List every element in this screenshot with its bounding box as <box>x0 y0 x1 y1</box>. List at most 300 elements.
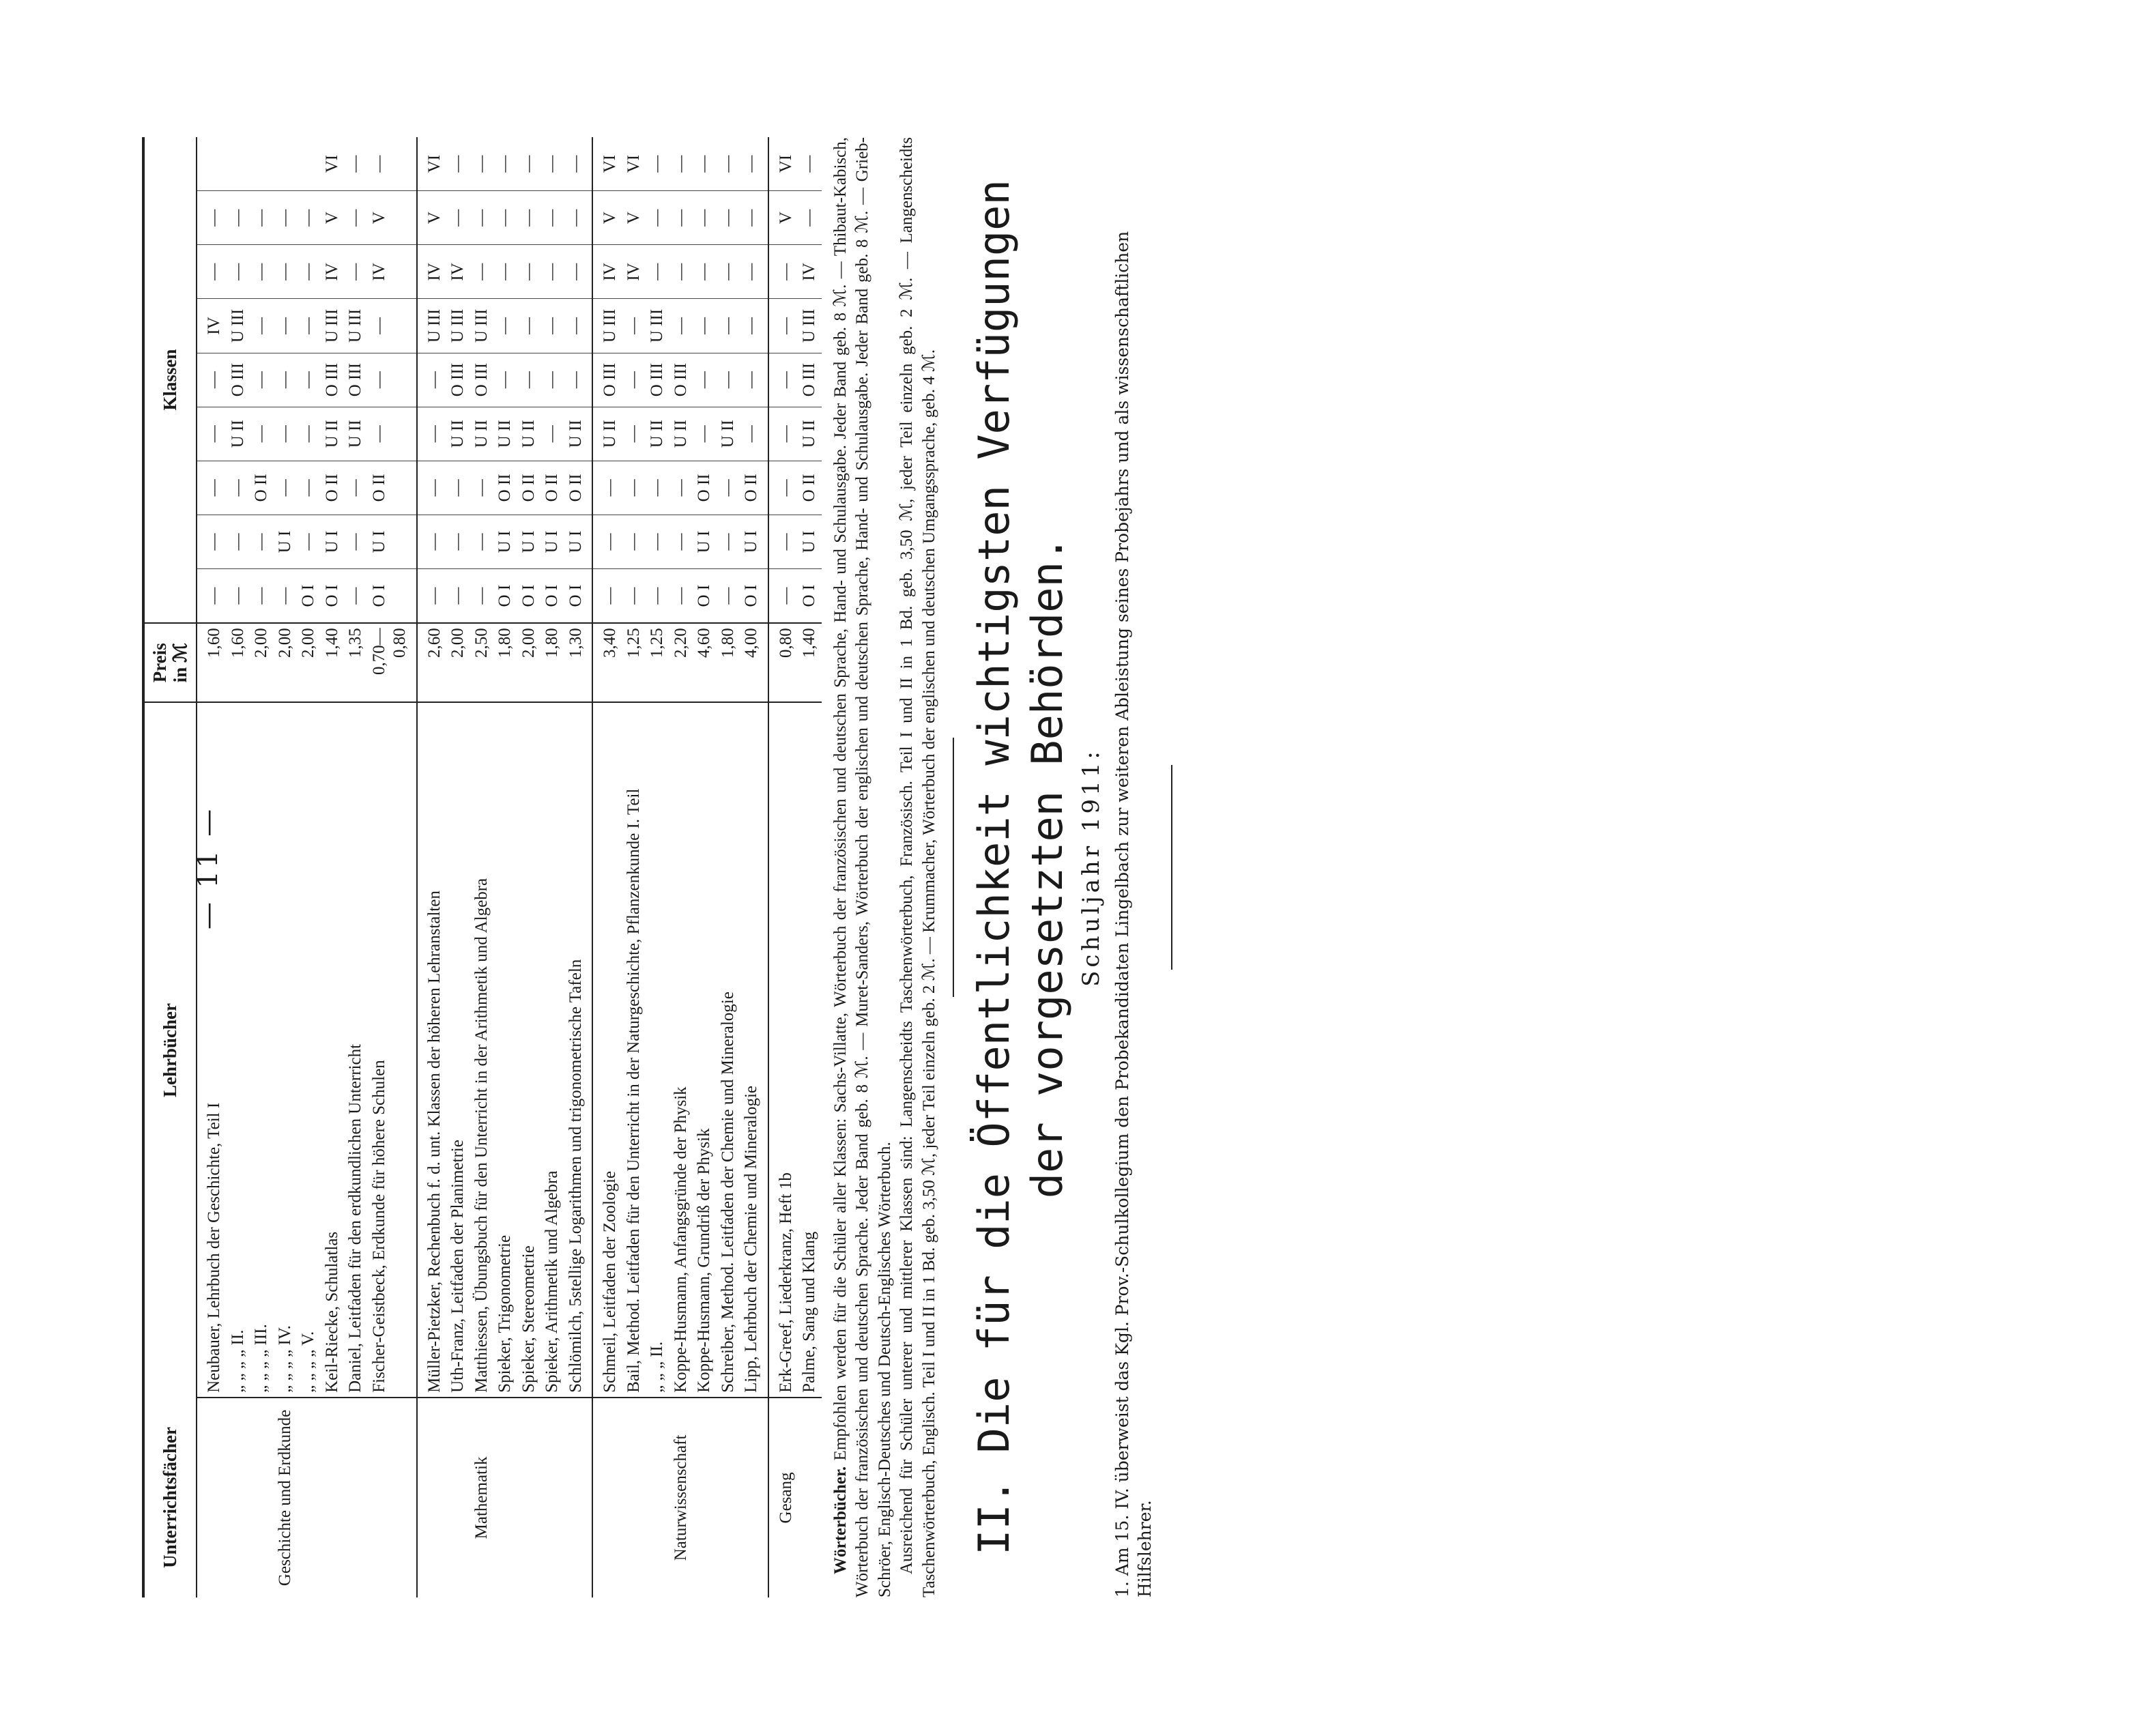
class-cell: — <box>250 191 274 245</box>
price-cell: 2,00 <box>250 623 274 702</box>
book-cell: Spieker, Stereometrie <box>517 702 541 1398</box>
class-cell: — <box>493 191 517 245</box>
class-cell: — <box>564 299 593 353</box>
notes-text-1: Empfohlen werden für die Schüler aller Klassen: Sachs-Villatte, Wörterbuch der französischen und deutschen Sprache, Hand- und Schulausgabe. Jeder Band geb. 8 ℳ. — Thibaut-Kabisch, Wörterbuch der französischen und deutschen Sprache. Jeder Band geb. 8 ℳ. — Muret-Sanders, Wörterbuch der englischen und deutschen Sprache, Hand- und Schulausgabe. Jeder Band geb. 8 ℳ. — Grieb-Schröer, Englisch-Deutsches und Deutsch-Englisches Wörterbuch. <box>831 137 894 1597</box>
class-cell: U II <box>669 407 693 461</box>
price-cell: 2,20 <box>669 623 693 702</box>
table-row <box>321 137 345 1597</box>
class-cell: IV <box>622 245 646 299</box>
table-row <box>622 137 646 1597</box>
class-cell: — <box>250 407 274 461</box>
class-cell: — <box>693 191 717 245</box>
price-cell: 1,30 <box>564 623 593 702</box>
class-cell: — <box>717 353 740 407</box>
class-cell: — <box>768 569 798 624</box>
class-cell: O I <box>297 569 321 624</box>
class-cell: — <box>517 191 541 245</box>
class-cell: O III <box>227 353 250 407</box>
subject-cell <box>646 1398 669 1597</box>
class-cell: — <box>592 461 622 515</box>
class-cell: VI <box>417 137 447 191</box>
notes-lead: Wörterbücher. <box>831 1466 850 1574</box>
price-cell: 0,80 <box>768 623 798 702</box>
class-cell: O III <box>321 353 345 407</box>
price-cell: 1,80 <box>540 623 564 702</box>
subject-cell <box>227 1398 250 1597</box>
class-cell: — <box>646 515 669 568</box>
class-cell: O III <box>446 353 470 407</box>
table-row <box>250 137 274 1597</box>
textbook-table <box>142 137 822 1597</box>
class-cell: — <box>446 191 470 245</box>
price-header-line1: Preis <box>149 643 170 683</box>
table-row <box>646 137 669 1597</box>
class-cell: U III <box>798 299 822 353</box>
class-cell: — <box>768 407 798 461</box>
class-cell: — <box>227 461 250 515</box>
subject-cell <box>717 1398 740 1597</box>
class-cell: — <box>717 299 740 353</box>
class-cell: U II <box>798 407 822 461</box>
class-cell: — <box>622 407 646 461</box>
decree-item-1: 1. Am 15. IV. überweist das Kgl. Prov.-Schulkollegium den Probekandidaten Lingelbach zur weiteren Ableistung seines Probejahrs und als wissenschaftlichen Hilfslehrer. <box>1112 231 1155 1597</box>
class-cell: — <box>297 245 321 299</box>
class-cell: O I <box>798 569 822 624</box>
class-cell: U I <box>740 515 768 568</box>
price-cell: 2,60 <box>417 623 447 702</box>
class-cell: — <box>297 299 321 353</box>
class-cell: U III <box>646 299 669 353</box>
class-cell: — <box>297 407 321 461</box>
class-cell: — <box>274 461 298 515</box>
class-cell: U II <box>446 407 470 461</box>
class-cell: — <box>693 407 717 461</box>
class-cell: VI <box>622 137 646 191</box>
class-cell: O III <box>344 353 368 407</box>
school-year: Schuljahr 1911: <box>1078 748 1106 987</box>
class-cell: — <box>646 461 669 515</box>
subject-cell <box>798 1398 822 1597</box>
class-cell: — <box>274 191 298 245</box>
table-row <box>417 137 447 1597</box>
class-cell: — <box>446 461 470 515</box>
class-cell: — <box>646 569 669 624</box>
class-cell: O II <box>368 461 417 515</box>
class-cell: — <box>493 245 517 299</box>
book-cell: Spieker, Trigonometrie <box>493 702 517 1398</box>
class-cell: — <box>540 137 564 191</box>
class-cell: — <box>622 299 646 353</box>
table-row <box>693 137 717 1597</box>
class-cell: — <box>297 461 321 515</box>
class-cell: V <box>768 191 798 245</box>
subject-cell <box>297 1398 321 1597</box>
class-cell: — <box>540 191 564 245</box>
class-cell: — <box>592 569 622 624</box>
table-row <box>274 137 298 1597</box>
class-cell: O II <box>321 461 345 515</box>
class-cell: — <box>197 407 227 461</box>
class-cell: — <box>693 353 717 407</box>
subject-cell: Gesang <box>776 1472 795 1524</box>
class-cell: — <box>250 353 274 407</box>
class-cell: — <box>669 299 693 353</box>
class-cell: U II <box>470 407 494 461</box>
price-cell: 2,00 <box>274 623 298 702</box>
price-cell: 1,60 <box>197 623 227 702</box>
subject-cell <box>344 1398 368 1597</box>
class-cell: — <box>470 245 494 299</box>
class-cell: O II <box>798 461 822 515</box>
class-cell: — <box>446 569 470 624</box>
class-cell: — <box>646 245 669 299</box>
class-cell: — <box>540 353 564 407</box>
class-cell: U II <box>592 407 622 461</box>
book-cell: „ „ „ „ V. <box>297 702 321 1398</box>
price-cell: 1,40 <box>798 623 822 702</box>
class-cell: U III <box>470 299 494 353</box>
class-cell: U I <box>693 515 717 568</box>
class-cell: U I <box>517 515 541 568</box>
class-cell: — <box>274 299 298 353</box>
class-cell: IV <box>592 245 622 299</box>
class-cell: O I <box>540 569 564 624</box>
class-cell: U III <box>321 299 345 353</box>
class-cell: — <box>564 353 593 407</box>
class-cell: — <box>564 245 593 299</box>
class-cell: U III <box>227 299 250 353</box>
subject-cell <box>517 1398 541 1597</box>
class-cell: — <box>227 245 250 299</box>
book-cell: Schmeil, Leitfaden der Zoologie <box>592 702 622 1398</box>
class-cell: V <box>321 191 345 245</box>
class-cell: — <box>274 353 298 407</box>
table-row <box>768 137 798 1597</box>
book-cell: Koppe-Husmann, Anfangsgründe der Physik <box>669 702 693 1398</box>
class-cell: U III <box>417 299 447 353</box>
class-cell: — <box>717 569 740 624</box>
table-row <box>669 137 693 1597</box>
subject-cell <box>564 1398 593 1597</box>
price-cell: 1,40 <box>321 623 345 702</box>
class-cell: — <box>197 515 227 568</box>
class-cell: U II <box>646 407 669 461</box>
class-cell: — <box>622 515 646 568</box>
book-cell: Uth-Franz, Leitfaden der Planimetrie <box>446 702 470 1398</box>
class-cell: — <box>517 245 541 299</box>
class-cell: O I <box>564 569 593 624</box>
class-cell: — <box>740 191 768 245</box>
subject-cell: Naturwissenschaft <box>671 1434 690 1561</box>
class-cell: — <box>669 515 693 568</box>
book-cell: „ „ „ „ III. <box>250 702 274 1398</box>
class-cell: — <box>740 299 768 353</box>
class-cell: V <box>417 191 447 245</box>
class-cell: — <box>417 407 447 461</box>
section-title: II. Die für die Öffentlichkeit wichtigsten Verfügungen der vorgesetzten Behörden. <box>969 179 1072 1555</box>
book-cell: „ „ „ „ II. <box>227 702 250 1398</box>
class-cell: O III <box>669 353 693 407</box>
subject-cell <box>740 1398 768 1597</box>
class-cell: VI <box>321 137 345 191</box>
class-cell: — <box>564 137 593 191</box>
classes-header: Klassen <box>143 137 197 623</box>
class-cell: — <box>493 299 517 353</box>
class-cell: U I <box>564 515 593 568</box>
class-cell: — <box>717 137 740 191</box>
subject-cell <box>493 1398 517 1597</box>
class-cell: U II <box>227 407 250 461</box>
class-cell: — <box>344 137 368 191</box>
class-cell: O III <box>798 353 822 407</box>
class-cell <box>227 137 250 191</box>
class-cell: — <box>592 515 622 568</box>
table-body <box>197 137 822 1597</box>
class-cell: O II <box>693 461 717 515</box>
class-cell: — <box>798 191 822 245</box>
book-cell: Lipp, Lehrbuch der Chemie und Mineralogie <box>740 702 768 1398</box>
class-cell: — <box>669 461 693 515</box>
class-cell: U I <box>368 515 417 568</box>
class-cell: U I <box>493 515 517 568</box>
class-cell: O II <box>250 461 274 515</box>
class-cell <box>197 137 227 191</box>
book-cell: „ „ „ „ IV. <box>274 702 298 1398</box>
class-cell: U III <box>344 299 368 353</box>
table-row <box>344 137 368 1597</box>
price-cell: 1,35 <box>344 623 368 702</box>
class-cell: — <box>768 299 798 353</box>
class-cell: — <box>446 137 470 191</box>
class-cell: — <box>740 353 768 407</box>
class-cell: O III <box>470 353 494 407</box>
class-cell: IV <box>798 245 822 299</box>
class-cell: O II <box>540 461 564 515</box>
price-cell: 1,80 <box>493 623 517 702</box>
class-cell: — <box>470 137 494 191</box>
price-header <box>143 623 197 702</box>
class-cell: — <box>693 137 717 191</box>
class-cell: O I <box>321 569 345 624</box>
price-cell: 2,00 <box>517 623 541 702</box>
class-cell: — <box>564 191 593 245</box>
book-cell: Matthiessen, Übungsbuch für den Unterricht in der Arithmetik und Algebra <box>470 702 494 1398</box>
class-cell: — <box>717 461 740 515</box>
class-cell: V <box>622 191 646 245</box>
dictionary-notes <box>830 137 941 1597</box>
rotated-page-content <box>142 137 1712 1597</box>
class-cell: — <box>540 299 564 353</box>
class-cell: — <box>417 515 447 568</box>
class-cell: — <box>197 461 227 515</box>
class-cell: — <box>297 515 321 568</box>
class-cell: — <box>517 137 541 191</box>
class-cell: U II <box>717 407 740 461</box>
subject-cell <box>540 1398 564 1597</box>
book-cell: Schreiber, Method. Leitfaden der Chemie und Mineralogie <box>717 702 740 1398</box>
class-cell: — <box>669 569 693 624</box>
class-cell: — <box>622 461 646 515</box>
class-cell: — <box>798 137 822 191</box>
class-cell: O II <box>517 461 541 515</box>
class-cell: U III <box>592 299 622 353</box>
class-cell: V <box>368 191 417 245</box>
book-cell: Daniel, Leitfaden für den erdkundlichen Unterricht <box>344 702 368 1398</box>
class-cell: — <box>250 299 274 353</box>
book-cell: „ „ „ II. <box>646 702 669 1398</box>
class-cell: O I <box>693 569 717 624</box>
class-cell: — <box>740 407 768 461</box>
class-cell: IV <box>321 245 345 299</box>
class-cell: IV <box>197 299 227 353</box>
class-cell <box>274 137 298 191</box>
class-cell: — <box>368 299 417 353</box>
book-cell: Spieker, Arithmetik und Algebra <box>540 702 564 1398</box>
class-cell: — <box>417 569 447 624</box>
subject-cell <box>592 1398 622 1597</box>
table-row <box>197 137 227 1597</box>
table-row <box>564 137 593 1597</box>
class-cell <box>250 137 274 191</box>
class-cell: — <box>540 245 564 299</box>
class-cell: U I <box>540 515 564 568</box>
class-cell: — <box>470 569 494 624</box>
subject-cell <box>197 1398 227 1597</box>
class-cell: — <box>740 137 768 191</box>
class-cell: U II <box>321 407 345 461</box>
class-cell: — <box>622 569 646 624</box>
class-cell: — <box>540 407 564 461</box>
class-cell: — <box>227 569 250 624</box>
class-cell: O II <box>564 461 593 515</box>
class-cell: — <box>740 245 768 299</box>
book-cell: Koppe-Husmann, Grundriß der Physik <box>693 702 717 1398</box>
class-cell: — <box>344 191 368 245</box>
class-cell: — <box>344 515 368 568</box>
class-cell: O II <box>740 461 768 515</box>
subject-cell <box>368 1398 417 1597</box>
class-cell: IV <box>417 245 447 299</box>
subjects-header: Unterrichtsfächer <box>143 1398 197 1597</box>
class-cell: U III <box>446 299 470 353</box>
table-row <box>740 137 768 1597</box>
class-cell: — <box>446 515 470 568</box>
price-cell: 1,25 <box>646 623 669 702</box>
subject-cell <box>446 1398 470 1597</box>
class-cell: O III <box>592 353 622 407</box>
class-cell: — <box>344 569 368 624</box>
class-cell: — <box>717 191 740 245</box>
class-cell: U II <box>564 407 593 461</box>
class-cell: — <box>274 245 298 299</box>
price-cell: 2,50 <box>470 623 494 702</box>
separator-line <box>953 738 954 997</box>
price-cell: 2,00 <box>446 623 470 702</box>
class-cell: O I <box>493 569 517 624</box>
book-cell: Fischer-Geistbeck, Erdkunde für höhere Schulen <box>368 702 417 1398</box>
price-cell: 1,60 <box>227 623 250 702</box>
book-cell: Erk-Greef, Liederkranz, Heft 1b <box>768 702 798 1398</box>
notes-paragraph-1 <box>830 137 897 1597</box>
class-cell: — <box>297 353 321 407</box>
class-cell: — <box>417 461 447 515</box>
class-cell: — <box>368 353 417 407</box>
book-cell: Bail, Method. Leitfaden für den Unterricht in der Naturgeschichte, Pflanzenkunde I. Teil <box>622 702 646 1398</box>
class-cell: — <box>368 407 417 461</box>
price-cell: 1,25 <box>622 623 646 702</box>
subject-cell <box>417 1398 447 1597</box>
class-cell: — <box>517 299 541 353</box>
class-cell: — <box>250 245 274 299</box>
table-row <box>470 137 494 1597</box>
class-cell: U I <box>274 515 298 568</box>
class-cell: — <box>297 191 321 245</box>
subject-cell: Mathematik <box>472 1456 491 1539</box>
class-cell: — <box>344 245 368 299</box>
book-cell: Neubauer, Lehrbuch der Geschichte, Teil I <box>197 702 227 1398</box>
books-header: Lehrbücher <box>143 702 197 1398</box>
notes-paragraph-2: Ausreichend für Schüler unterer und mittlerer Klassen sind: Langenscheidts Taschenwörterbuch, Französisch. Teil I und II in 1 Bd. geb. 3,50 ℳ, jeder Teil einzeln geb. 2 ℳ. — Langenscheidts Taschenwörterbuch, Englisch. Teil I und II in 1 Bd. geb. 3,50 ℳ, jeder Teil einzeln geb. 2 ℳ. — Krummacher, Wörterbuch der englischen und deutschen Umgangssprache, geb. 4 ℳ. <box>897 137 938 1597</box>
price-cell: 0,70—0,80 <box>368 623 417 702</box>
class-cell: — <box>646 191 669 245</box>
class-cell: — <box>470 191 494 245</box>
class-cell: — <box>768 515 798 568</box>
class-cell: O III <box>646 353 669 407</box>
class-cell: — <box>227 515 250 568</box>
class-cell: — <box>669 191 693 245</box>
table-row <box>517 137 541 1597</box>
class-cell: — <box>197 245 227 299</box>
class-cell: — <box>368 137 417 191</box>
class-cell: U II <box>493 407 517 461</box>
table-row <box>227 137 250 1597</box>
class-cell: — <box>250 515 274 568</box>
class-cell <box>297 137 321 191</box>
class-cell: O I <box>740 569 768 624</box>
class-cell: — <box>344 461 368 515</box>
class-cell: — <box>717 245 740 299</box>
price-cell: 4,00 <box>740 623 768 702</box>
class-cell: — <box>470 461 494 515</box>
class-cell: — <box>197 353 227 407</box>
table-header-row <box>143 137 197 1597</box>
class-cell: — <box>227 191 250 245</box>
class-cell: IV <box>368 245 417 299</box>
class-cell: — <box>669 137 693 191</box>
page-number: — 11 — <box>192 806 224 930</box>
book-cell: Keil-Riecke, Schulatlas <box>321 702 345 1398</box>
price-cell: 3,40 <box>592 623 622 702</box>
class-cell: — <box>693 245 717 299</box>
price-cell: 2,00 <box>297 623 321 702</box>
class-cell: — <box>768 245 798 299</box>
class-cell: O II <box>493 461 517 515</box>
subject-cell <box>693 1398 717 1597</box>
class-cell: O I <box>517 569 541 624</box>
class-cell: — <box>768 461 798 515</box>
table-row <box>446 137 470 1597</box>
book-cell: Schlömilch, 5stellige Logarithmen und trigonometrische Tafeln <box>564 702 593 1398</box>
class-cell: U II <box>517 407 541 461</box>
class-cell: VI <box>768 137 798 191</box>
table-row <box>493 137 517 1597</box>
class-cell: — <box>470 515 494 568</box>
price-header-line2: in ℳ <box>169 643 190 683</box>
subject-cell <box>250 1398 274 1597</box>
class-cell: — <box>622 353 646 407</box>
class-cell: — <box>646 137 669 191</box>
table-row <box>717 137 740 1597</box>
